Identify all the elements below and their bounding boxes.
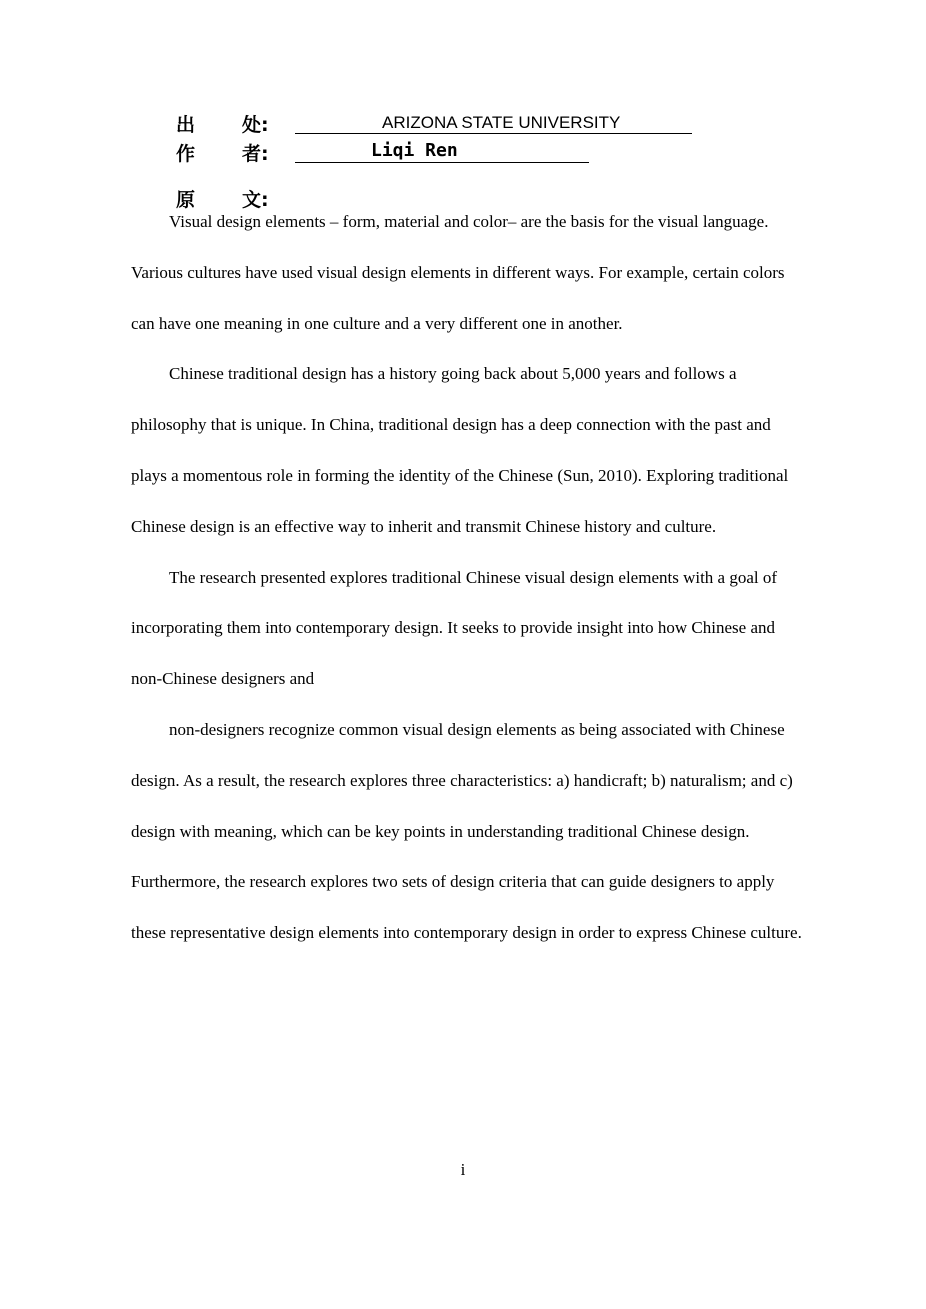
- paragraph: Visual design elements – form, material and color– are the basis for the visual language. Various cultures have used visual design elements in different ways. For example, certain colors can have one meaning in one culture and a very different one in another.: [131, 212, 785, 333]
- original-label-char-2: 文:: [242, 189, 269, 211]
- paragraph: non-designers recognize common visual design elements as being associated with Chinese design. As a result, the research explores three characteristics: a) handicraft; b) naturalism; and c) design with meaning, which can be key points in understanding traditional Chinese design. Furthermore, the research explores two sets of design criteria that can guide designers to apply these representative design elements into contemporary design in order to express Chinese culture.: [131, 719, 802, 943]
- author-label-char-1: 作: [176, 143, 196, 165]
- page-number: i: [460, 1160, 466, 1179]
- source-label-char-1: 出: [176, 114, 196, 136]
- paragraph: Chinese traditional design has a history going back about 5,000 years and follows a philosophy that is unique. In China, traditional design has a deep connection with the past and plays a momentous role in forming the identity of the Chinese (Sun, 2010). Exploring traditional Chinese design is an effective way to inherit and transmit Chinese history and culture.: [131, 364, 789, 536]
- author-value: Liqi Ren: [371, 140, 458, 161]
- source-field: [295, 110, 692, 134]
- source-label-char-2: 处:: [242, 114, 269, 136]
- body-text: [131, 197, 803, 959]
- author-field: [295, 139, 589, 163]
- author-label-char-2: 者:: [242, 143, 269, 165]
- original-label-char-1: 原: [176, 189, 196, 211]
- source-value: ARIZONA STATE UNIVERSITY: [382, 113, 621, 132]
- paragraph: The research presented explores traditional Chinese visual design elements with a goal of incorporating them into contemporary design. It seeks to provide insight into how Chinese and non-Chinese designers and: [131, 567, 778, 689]
